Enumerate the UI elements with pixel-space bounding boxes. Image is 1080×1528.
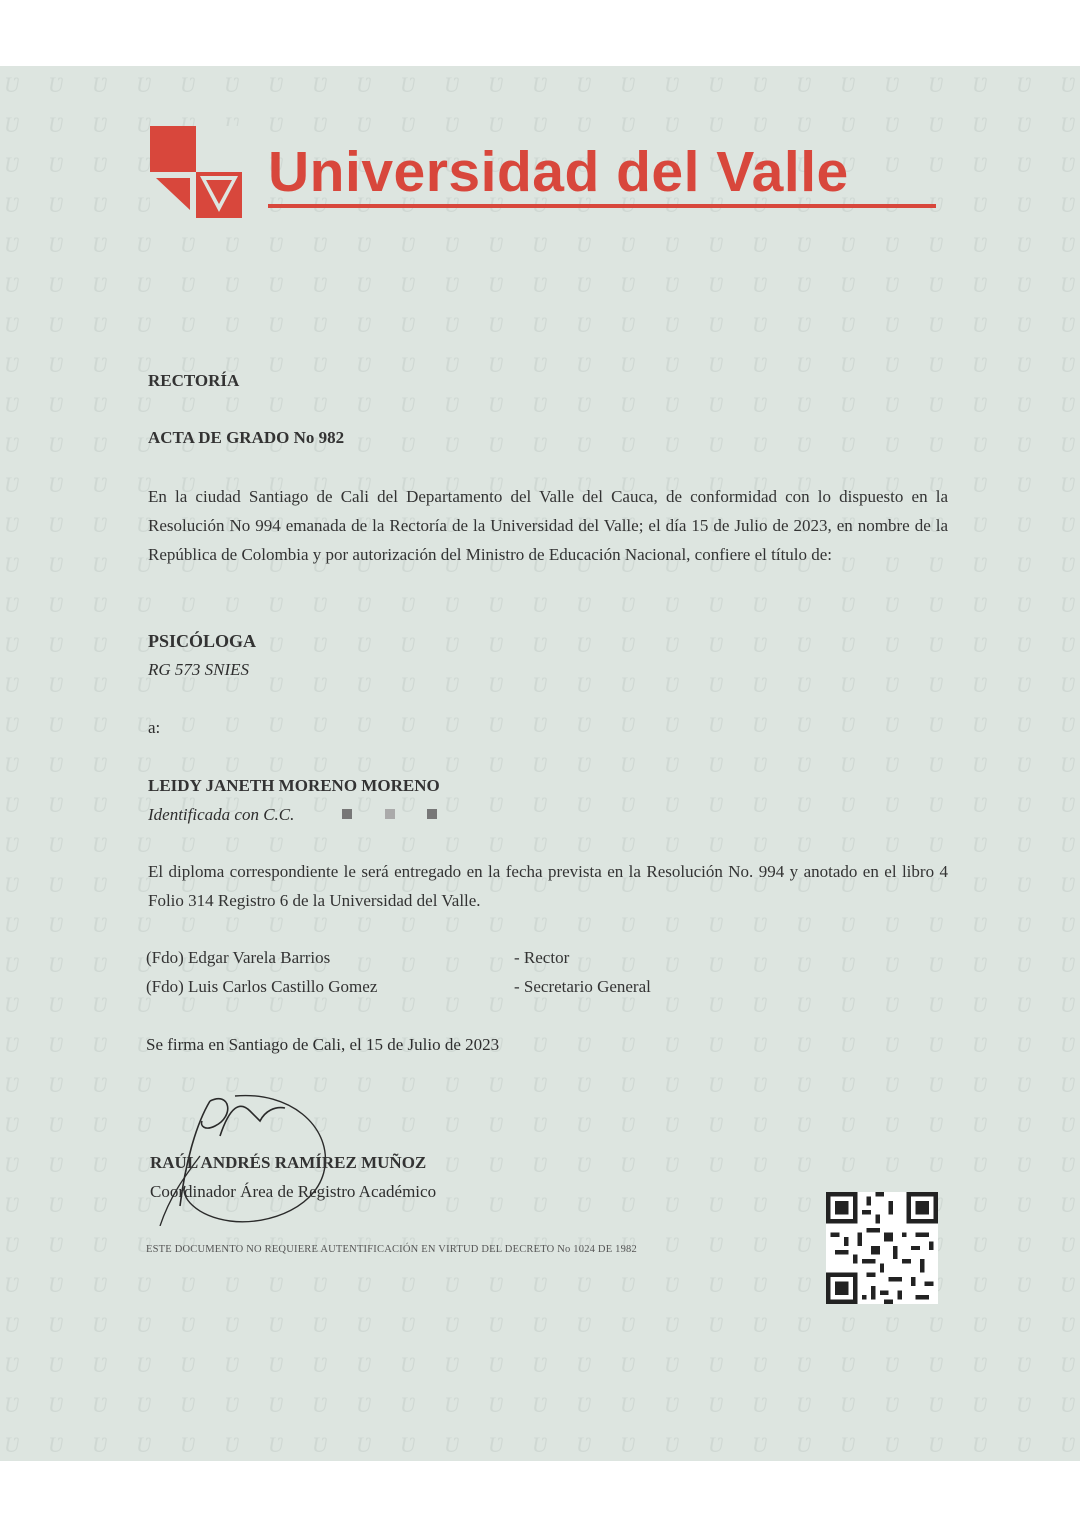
degree-code: RG 573 SNIES [148,660,250,679]
signatory-role: - Secretario General [514,977,651,996]
degree-title: PSICÓLOGA [148,631,257,651]
coordinator-name: RAÚL ANDRÉS RAMÍREZ MUÑOZ [150,1153,427,1172]
certificate-paper [0,66,1080,1461]
intro-paragraph: En la ciudad Santiago de Cali del Departamento del Valle del Cauca, de conformidad con lo dispuesto en la Resolución No 994 emanada de la Rectoría de la Universidad del Valle; el día 15 de Julio de 2023, en nombre de la República de Colombia y por autorización del Ministro de Educación Nacional, confiere el título de: [148,487,948,564]
act-title: ACTA DE GRADO No 982 [148,428,345,447]
header-underline [268,204,936,208]
university-name: Universidad del Valle [268,140,849,204]
redacted-id-block [385,809,395,819]
qr-code-icon [826,1192,938,1304]
id-label: Identificada con C.C. [148,805,295,824]
signatory-name: (Fdo) Edgar Varela Barrios [146,948,331,967]
signatory-role: - Rector [514,948,570,967]
university-logo-icon [150,126,242,218]
redacted-id-block [427,809,437,819]
signatory-name: (Fdo) Luis Carlos Castillo Gomez [146,977,378,996]
to-label: a: [148,718,161,737]
redacted-id-block [342,809,352,819]
graduate-name: LEIDY JANETH MORENO MORENO [148,776,440,795]
handwritten-signature [140,1076,350,1226]
signed-place-date: Se firma en Santiago de Cali, el 15 de Julio de 2023 [146,1035,500,1054]
coordinator-title: Coordinador Área de Registro Académico [150,1182,437,1201]
diploma-paragraph: El diploma correspondiente le será entregado en la fecha prevista en la Resolución No. 994 y anotado en el libro 4 Folio 314 Registro 6 de la Universidad del Valle. [148,862,948,910]
office-heading: RECTORÍA [148,371,240,390]
footer-note: ESTE DOCUMENTO NO REQUIERE AUTENTIFICACIÓN EN VIRTUD DEL DECRETO No 1024 DE 1982 [146,1244,637,1255]
